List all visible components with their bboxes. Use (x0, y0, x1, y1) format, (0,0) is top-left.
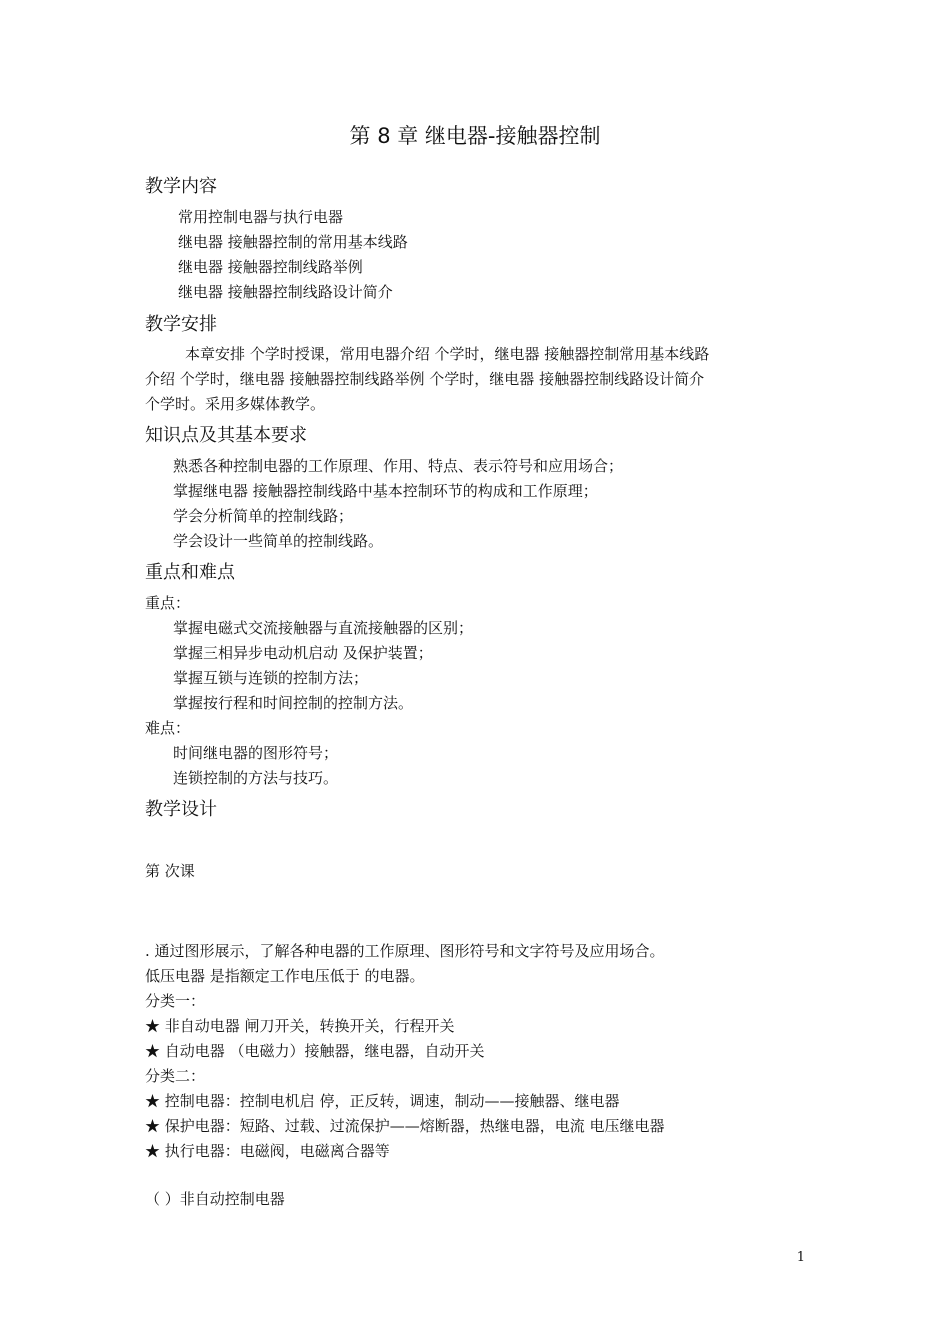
list-item: 掌握按行程和时间控制的控制方法。 (173, 694, 414, 712)
class1-label: 分类一： (145, 992, 206, 1010)
list-item: ★ 非自动电器 闸刀开关，转换开关，行程开关 (145, 1017, 455, 1035)
intro-line: . 通过图形展示，了解各种电器的工作原理、图形符号和文字符号及应用场合。 (145, 942, 665, 960)
list-item: 继电器 接触器控制线路举例 (178, 258, 363, 276)
section-heading-content: 教学内容 (145, 176, 217, 197)
difficulty-label: 难点： (145, 719, 191, 737)
list-item: ★ 控制电器：控制电机启 停，正反转，调速，制动——接触器、继电器 (145, 1092, 620, 1110)
list-item: ★ 自动电器 （电磁力）接触器，继电器，自动开关 (145, 1042, 485, 1060)
page-number: 1 (796, 1250, 805, 1265)
list-item: 常用控制电器与执行电器 (178, 208, 344, 226)
list-item: 掌握电磁式交流接触器与直流接触器的区别； (173, 619, 474, 637)
list-item: ★ 保护电器：短路、过载、过流保护——熔断器，热继电器，电流 电压继电器 (145, 1117, 665, 1135)
paragraph-line: 本章安排 个学时授课，常用电器介绍 个学时，继电器 接触器控制常用基本线路 (185, 345, 710, 363)
list-item: 继电器 接触器控制线路设计简介 (178, 283, 393, 301)
section-heading-arrangement: 教学安排 (145, 314, 217, 335)
page-title: 第 8 章 继电器-接触器控制 (349, 124, 601, 148)
section-heading-keypoints: 重点和难点 (145, 562, 235, 583)
section-heading-design: 教学设计 (145, 799, 217, 820)
list-item: 学会设计一些简单的控制线路。 (173, 532, 384, 550)
list-item: 掌握三相异步电动机启动 及保护装置； (173, 644, 433, 662)
low-voltage-definition: 低压电器 是指额定工作电压低于 的电器。 (145, 967, 425, 985)
list-item: 继电器 接触器控制的常用基本线路 (178, 233, 408, 251)
list-item: ★ 执行电器：电磁阀，电磁离合器等 (145, 1142, 390, 1160)
list-item: 掌握互锁与连锁的控制方法； (173, 669, 369, 687)
list-item: 时间继电器的图形符号； (173, 744, 339, 762)
list-item: 掌握继电器 接触器控制线路中基本控制环节的构成和工作原理； (173, 482, 598, 500)
subsection-heading: （ ）非自动控制电器 (145, 1190, 285, 1208)
key-label: 重点： (145, 594, 191, 612)
section-heading-knowledge: 知识点及其基本要求 (145, 425, 307, 446)
paragraph-line: 个学时。采用多媒体教学。 (145, 395, 326, 413)
class2-label: 分类二： (145, 1067, 206, 1085)
paragraph-line: 介绍 个学时，继电器 接触器控制线路举例 个学时，继电器 接触器控制线路设计简介 (145, 370, 705, 388)
list-item: 连锁控制的方法与技巧。 (173, 769, 339, 787)
list-item: 熟悉各种控制电器的工作原理、作用、特点、表示符号和应用场合； (173, 457, 624, 475)
list-item: 学会分析简单的控制线路； (173, 507, 354, 525)
lesson-number: 第 次课 (145, 862, 195, 880)
